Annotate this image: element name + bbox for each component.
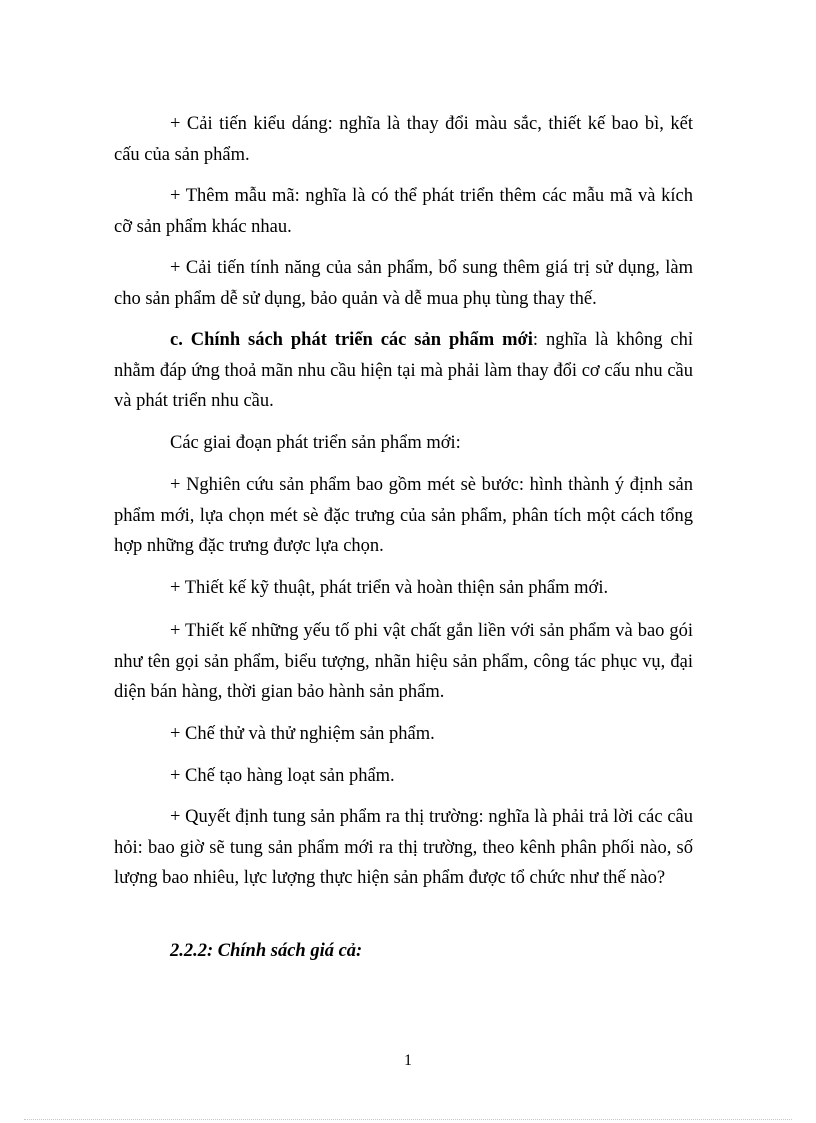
paragraph-technical-design bbox=[114, 573, 693, 604]
paragraph-text: + Chế thử và thử nghiệm sản phẩm. bbox=[170, 724, 435, 744]
bold-lead-text: c. Chính sách phát triển các sản phẩm mới bbox=[170, 330, 533, 350]
paragraph-development-stages bbox=[114, 428, 693, 459]
paragraph-research bbox=[114, 470, 693, 562]
paragraph-new-product-policy bbox=[114, 325, 693, 417]
paragraph-text: : nghĩa là không chỉ nhằm đáp ứng thoả mãn nhu cầu hiện tại mà phải làm thay đổi cơ cấu nhu cầu và phát triển nhu cầu. bbox=[114, 330, 693, 411]
section-heading: 2.2.2: Chính sách giá cả: bbox=[170, 941, 363, 961]
paragraph-text: Các giai đoạn phát triển sản phẩm mới: bbox=[170, 433, 461, 453]
page-bottom-divider bbox=[24, 1119, 792, 1120]
paragraph-feature-improvement bbox=[114, 253, 693, 314]
paragraph-prototype-testing bbox=[114, 719, 693, 750]
paragraph-text: + Chế tạo hàng loạt sản phẩm. bbox=[170, 766, 395, 786]
paragraph-text: + Thiết kế kỹ thuật, phát triển và hoàn thiện sản phẩm mới. bbox=[170, 578, 609, 598]
paragraph-mass-production bbox=[114, 761, 693, 792]
paragraph-market-launch bbox=[114, 802, 693, 894]
paragraph-text: + Cải tiến tính năng của sản phẩm, bổ sung thêm giá trị sử dụng, làm cho sản phẩm dễ sử dụng, bảo quản và dễ mua phụ tùng thay thế. bbox=[114, 258, 693, 309]
paragraph-text: + Thiết kế những yếu tố phi vật chất gắn liền với sản phẩm và bao gói như tên gọi sản phẩm, biểu tượng, nhãn hiệu sản phẩm, công tác phục vụ, đại diện bán hàng, thời gian bảo hành sản phẩm. bbox=[114, 621, 693, 702]
paragraph-text: + Nghiên cứu sản phẩm bao gồm mét sè bước: hình thành ý định sản phẩm mới, lựa chọn mét sè đặc trưng của sản phẩm, phân tích một cách tổng hợp những đặc trưng được lựa chọn. bbox=[114, 475, 693, 556]
paragraph-intangible-design bbox=[114, 616, 693, 708]
paragraph-new-models bbox=[114, 181, 693, 242]
paragraph-text: + Thêm mẫu mã: nghĩa là có thể phát triển thêm các mẫu mã và kích cỡ sản phẩm khác nhau. bbox=[114, 186, 693, 237]
paragraph-text: + Cải tiến kiểu dáng: nghĩa là thay đổi màu sắc, thiết kế bao bì, kết cấu của sản phẩm. bbox=[114, 114, 693, 165]
paragraph-text: + Quyết định tung sản phẩm ra thị trường: nghĩa là phải trả lời các câu hỏi: bao giờ sẽ tung sản phẩm mới ra thị trường, theo kênh phân phối nào, số lượng bao nhiêu, lực lượng thực hiện sản phẩm được tổ chức như thế nào? bbox=[114, 807, 693, 888]
page-number: 1 bbox=[404, 1052, 412, 1069]
paragraph-style-improvement bbox=[114, 109, 693, 170]
